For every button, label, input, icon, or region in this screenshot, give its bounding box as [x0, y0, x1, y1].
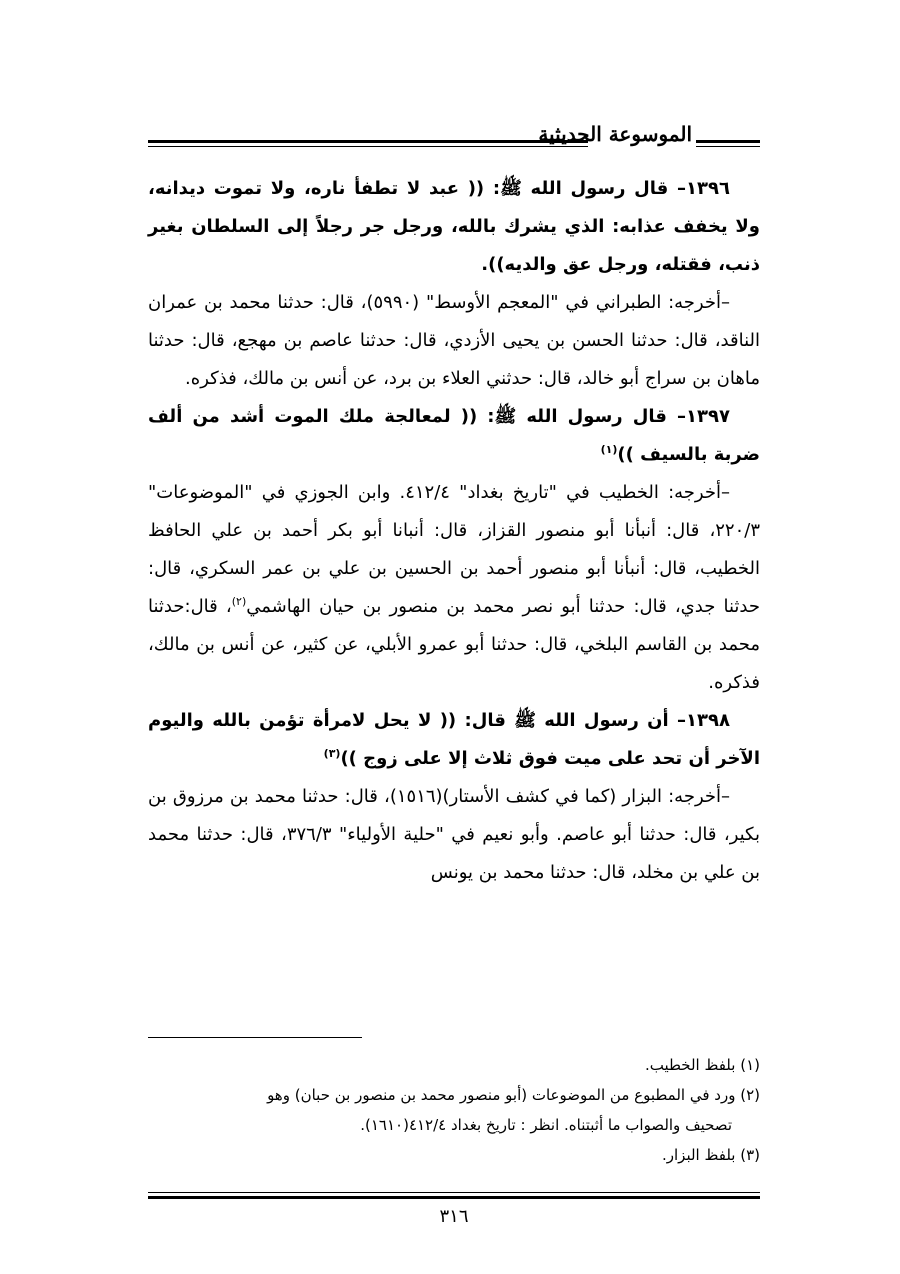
takhrij-1397-text-b: ، قال:حدثنا محمد بن القاسم البلخي، قال: حدثنا أبو عمرو الأبلي، عن كثير، عن أنس بن مالك، فذكره.	[148, 596, 760, 693]
running-header	[148, 118, 760, 158]
footer-rule-thin	[148, 1192, 760, 1193]
page-number: ٣١٦	[439, 1206, 469, 1227]
hadith-1396	[148, 170, 760, 284]
takhrij-1396	[148, 284, 760, 398]
footer-rule-thick	[148, 1196, 760, 1199]
hadith-1397-text: ١٣٩٧– قال رسول الله ﷺ: (( لمعالجة ملك الموت أشد من ألف ضربة بالسيف ))	[148, 406, 760, 465]
header-rule-thin	[148, 146, 588, 147]
header-rule-thin-short	[696, 146, 760, 147]
footnote-separator	[148, 1037, 362, 1038]
hadith-1396-text: ١٣٩٦– قال رسول الله ﷺ: (( عبد لا تطفأ ناره، ولا تموت ديدانه، ولا يخفف عذابه: الذي يشرك بالله، ورجل جر رجلاً إلى السلطان بغير ذنب، فقتله، ورجل عق والديه)).	[148, 178, 760, 275]
footnote-2: (٢) ورد في المطبوع من الموضوعات (أبو منصور محمد بن منصور بن حبان) وهو	[267, 1086, 760, 1104]
hadith-1398-text: ١٣٩٨– أن رسول الله ﷺ قال: (( لا يحل لامرأة تؤمن بالله واليوم الآخر أن تحد على ميت فوق ثلاث إلا على زوج ))	[148, 710, 760, 769]
footnotes	[148, 1050, 760, 1170]
takhrij-1398-text: –أخرجه: البزار (كما في كشف الأستار)(١٥١٦)، قال: حدثنا محمد بن مرزوق بن بكير، قال: حدثنا أبو عاصم. وأبو نعيم في "حلية الأولياء" ٣٧٦/٣، قال: حدثنا محمد بن علي بن مخلد، قال: حدثنا محمد بن يونس	[148, 786, 761, 883]
main-text	[148, 170, 760, 892]
footnote-1: (١) بلفظ الخطيب.	[644, 1056, 760, 1074]
footnote-2-continuation: تصحيف والصواب ما أثبتناه. انظر : تاريخ بغداد ٤١٢/٤(١٦١٠).	[360, 1116, 732, 1134]
footnote-ref-1: (١)	[600, 443, 618, 456]
takhrij-1396-text: –أخرجه: الطبراني في "المعجم الأوسط" (٥٩٩٠)، قال: حدثنا محمد بن عمران الناقد، قال: حدثنا الحسن بن يحيى الأزدي، قال: حدثنا عاصم بن مهجع، قال: حدثنا ماهان بن سراج أبو خالد، قال: حدثني العلاء بن برد، عن أنس بن مالك، فذكره.	[148, 292, 760, 389]
takhrij-1398	[148, 778, 760, 892]
footnote-3: (٣) بلفظ البزار.	[662, 1146, 760, 1164]
hadith-1398	[148, 702, 760, 778]
header-rule-thick-short	[696, 140, 760, 143]
takhrij-1397	[148, 474, 760, 702]
footnote-ref-3: (٣)	[323, 747, 341, 760]
hadith-1397	[148, 398, 760, 474]
header-title: الموسوعة الحديثية	[538, 122, 692, 146]
footnote-ref-2: (٢)	[231, 595, 247, 608]
takhrij-1397-text-a: –أخرجه: الخطيب في "تاريخ بغداد" ٤١٢/٤. وابن الجوزي في "الموضوعات" ٢٢٠/٣، قال: أنبأنا أبو منصور القزاز، قال: أنبانا أبو بكر أحمد بن علي الحافظ الخطيب، قال: أنبأنا أبو منصور أحمد بن الحسين بن علي بن عمر السكري، قال: حدثنا جدي، قال: حدثنا أبو نصر محمد بن منصور بن حيان الهاشمي	[148, 482, 761, 617]
header-rule-thick	[148, 140, 588, 143]
